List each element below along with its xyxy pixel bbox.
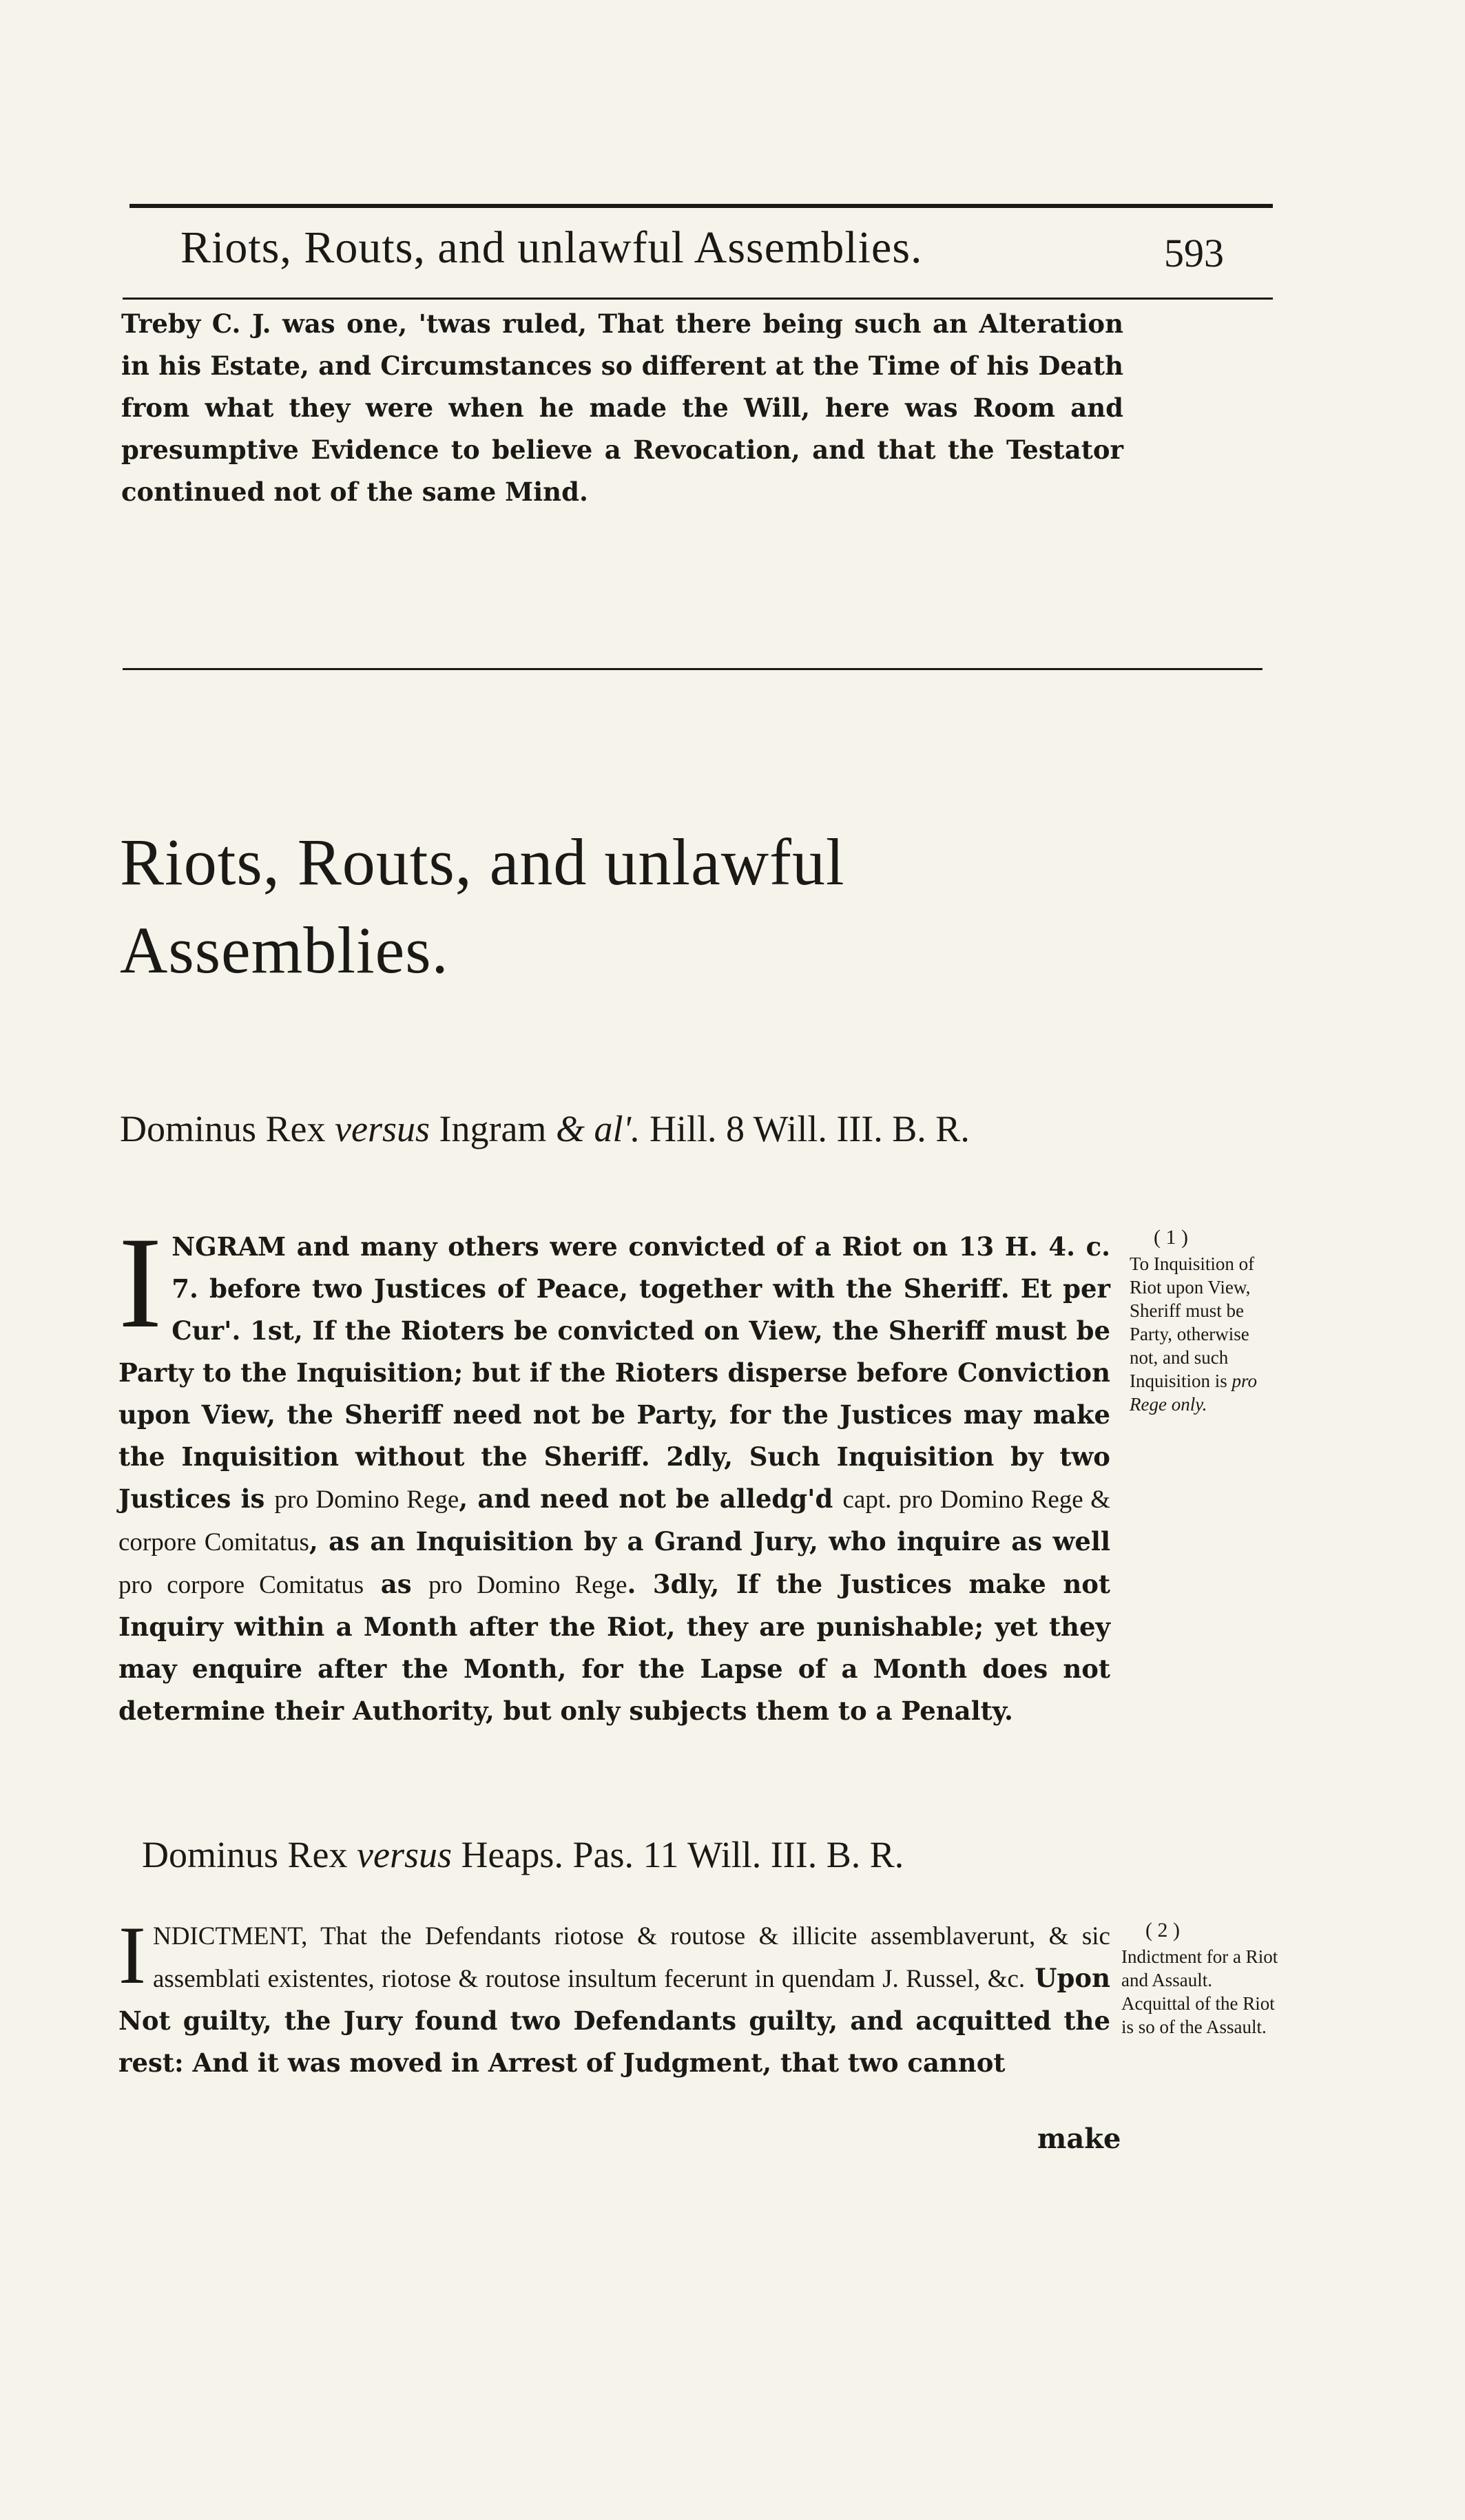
case-heading-heaps — [142, 1833, 904, 1876]
page-number: 593 — [1164, 231, 1224, 275]
marginal-note-1 — [1130, 1226, 1274, 1416]
report-text: as — [364, 1569, 429, 1599]
report-text: , as an Inquisition by a Grand Jury, who inquire as well — [309, 1526, 1111, 1556]
drop-cap: I — [118, 1211, 163, 1355]
header-top-rule — [129, 204, 1273, 208]
case-report-ingram — [118, 1211, 1111, 1732]
case-heading-part: Dominus Rex — [142, 1834, 357, 1875]
marginal-note-2 — [1121, 1919, 1280, 2039]
section-divider-rule — [123, 668, 1263, 670]
marginal-note-number: ( 1 ) — [1154, 1226, 1188, 1249]
catchword: make — [1037, 2123, 1121, 2155]
report-text: , and need not be alledg'd — [459, 1483, 843, 1514]
latin-phrase: pro Domino Rege — [274, 1486, 459, 1514]
report-text: NGRAM and many others were convicted of a Riot on 13 H. 4. c. 7. before two Justices of Peace, together with the Sheriff. Et per Cur'. 1st, If the Rioters be convicted on View, the Sheriff must be Party to the Inquisition; but if the Rioters disperse before Conviction upon View, the Sheriff need not be Party, for the Justices may make the Inquisition without the Sheriff. 2dly, Such Inquisition by two Justices is — [118, 1231, 1110, 1514]
case-heading-term: Hill. 8 Will. III. B. R. — [640, 1108, 970, 1149]
case-heading-part: Dominus Rex — [120, 1108, 335, 1149]
marginal-note-text — [1130, 1253, 1257, 1415]
running-title: Riots, Routs, and unlawful Assemblies. — [180, 222, 923, 273]
marginal-note-number: ( 2 ) — [1145, 1919, 1180, 1941]
case-heading-versus: versus — [357, 1834, 452, 1875]
marginal-note-italic: only. — [1166, 1394, 1207, 1415]
case-heading-ingram — [120, 1107, 970, 1150]
report-text: . 3dly, If the Justices make not Inquiry within a Month after the Riot, they are punishable; yet they may enquire after the Month, for the Lapse of a Month does not determine their Authority, but only subjects them to a Penalty. — [118, 1569, 1110, 1726]
latin-phrase: pro corpore Comitatus — [118, 1571, 364, 1599]
case-heading-term: Heaps. Pas. 11 Will. III. B. R. — [452, 1834, 904, 1875]
drop-cap: I — [118, 1909, 146, 2001]
marginal-note-italic: pro Rege — [1130, 1371, 1258, 1415]
report-text: NDICTMENT, That the Defendants — [152, 1922, 554, 1950]
report-text: Upon Not guilty, the Jury found two Defendants guilty, and acquitted the rest: And it was moved in Arrest of Judgment, that two cannot — [118, 1963, 1110, 2078]
case-heading-part: Ingram — [430, 1108, 556, 1149]
case-heading-versus: versus — [335, 1108, 430, 1149]
latin-phrase: riotose & routose & illicite assemblaverunt, & sic assemblati existentes, riotose & routose insultum fecerunt in quendam J. Russel, &c. — [152, 1922, 1110, 1993]
latin-phrase: pro Domino Rege — [428, 1571, 627, 1599]
marginal-note-text: Indictment for a Riot and Assault. Acquittal of the Riot is so of the Assault. — [1121, 1946, 1278, 2037]
case-report-heaps — [118, 1909, 1110, 2084]
section-title: Riots, Routs, and unlawful Assemblies. — [120, 825, 845, 987]
continued-paragraph: Treby C. J. was one, 'twas ruled, That there being such an Alteration in his Estate, and Circumstances so different at the Time of his Death from what they were when he made the Will, here was Room and presumptive Evidence to believe a Revocation, and that the Testator continued not of the same Mind. — [121, 309, 1123, 507]
marginal-note-part: To Inquisition of Riot upon View, Sheriff must be Party, otherwise not, and such Inquisition is — [1130, 1253, 1255, 1391]
latin-phrase: capt. pro Domino Rege & corpore Comitatus — [118, 1486, 1111, 1556]
case-heading-etal: & al'. — [555, 1108, 641, 1149]
header-bottom-rule — [123, 298, 1273, 300]
